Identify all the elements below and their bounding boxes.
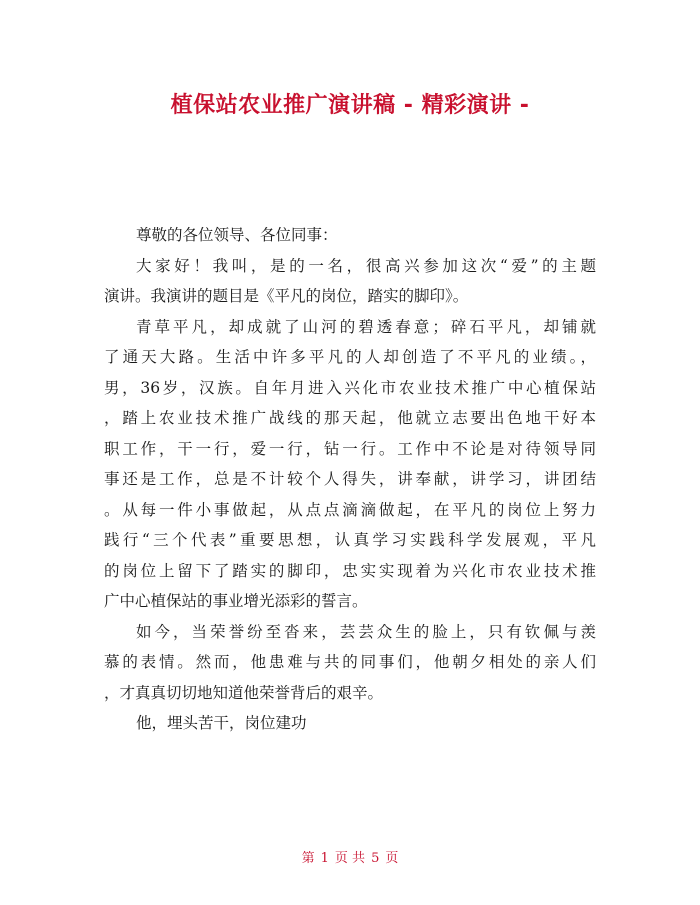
paragraph-line: ，踏上农业技术推广战线的那天起，他就立志要出色地干好本 [104,409,596,427]
page-number: 1 [320,851,329,866]
footer-prefix: 第 [301,851,315,866]
paragraph-line: 了通天大路。生活中许多平凡的人却创造了不平凡的业绩。， [104,348,596,366]
document-title: 植保站农业推广演讲稿 - 精彩演讲 - [170,93,530,118]
footer-suffix: 页 [385,851,399,866]
paragraph-line: 践行“三个代表”重要思想，认真学习实践科学发展观，平凡 [104,531,596,549]
paragraph-line: 。从每一件小事做起，从点点滴滴做起，在平凡的岗位上努力 [104,500,596,519]
paragraph-line: 的岗位上留下了踏实的脚印，忠实实现着为兴化市农业技术推 [104,561,596,580]
paragraph-line: 大家好！我叫，是的一名，很高兴参加这次“爱”的主题 [136,256,596,275]
paragraph-line: 青草平凡，却成就了山河的碧透春意；碎石平凡，却铺就 [136,317,596,336]
paragraph-line: 慕的表情。然而，他患难与共的同事们，他朝夕相处的亲人们 [104,653,596,671]
salutation-line: 尊敬的各位领导、各位同事： [136,226,338,244]
document-body [104,220,596,739]
paragraph-line: 职工作，干一行，爱一行，钻一行。工作中不论是对待领导同 [104,439,596,458]
paragraph-line: 广中心植保站的事业增光添彩的誓言。 [104,592,368,610]
paragraph-line: 演讲。我演讲的题目是《平凡的岗位，踏实的脚印》。 [104,287,469,305]
footer-middle: 页 共 [334,851,366,866]
paragraph-line: 如今，当荣誉纷至沓来，芸芸众生的脸上，只有钦佩与羡 [136,622,596,641]
paragraph-line: 事还是工作，总是不计较个人得失，讲奉献，讲学习，讲团结 [104,470,596,488]
total-pages: 5 [371,851,380,866]
page-footer [0,847,700,866]
paragraph-line: 男，36岁，汉族。自年月进入兴化市农业技术推广中心植保站 [104,378,596,397]
paragraph-line: 他，埋头苦干，岗位建功 [136,714,307,732]
paragraph-line: ，才真真切切地知道他荣誉背后的艰辛。 [104,683,384,702]
